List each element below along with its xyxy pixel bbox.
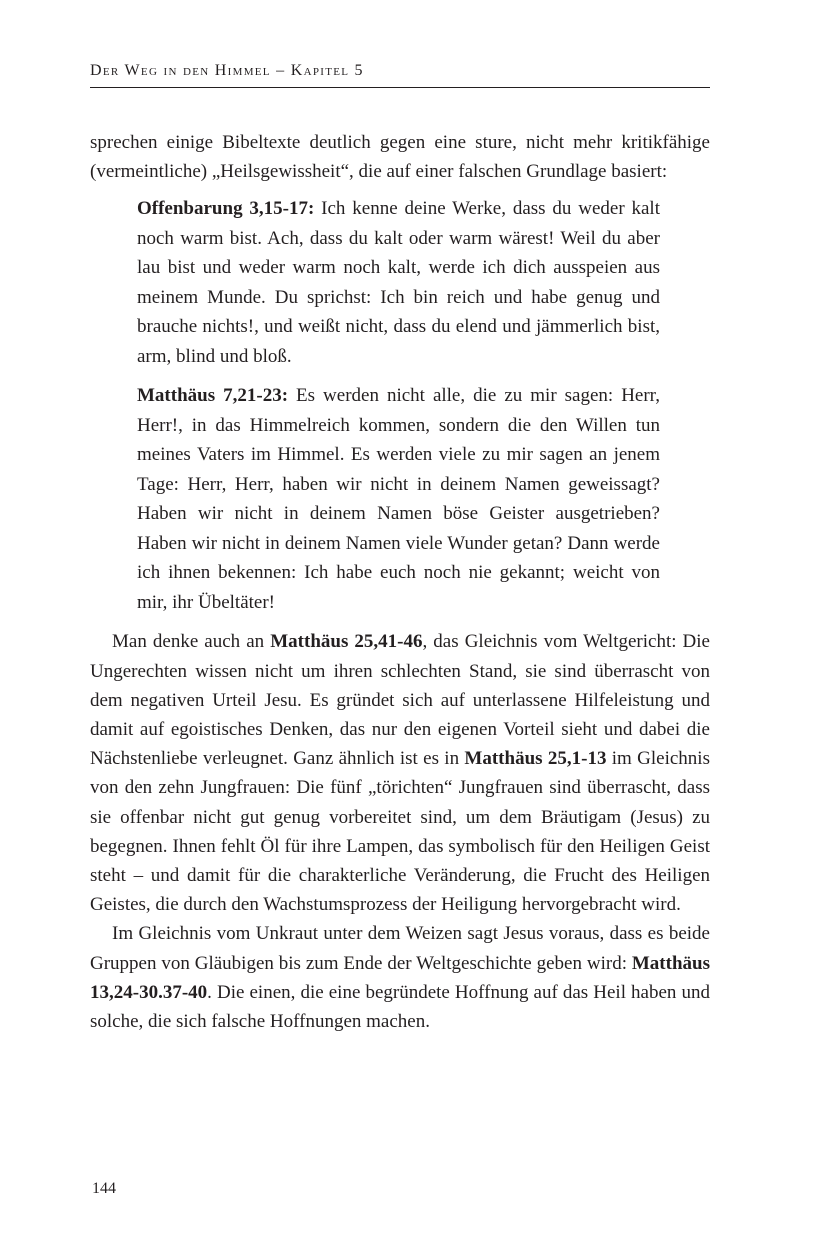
quote-reference: Matthäus 7,21-23: [137, 385, 289, 407]
body-text [90, 128, 710, 1036]
text-run: Man denke auch an [112, 631, 271, 653]
bible-reference: Matthäus 25,1-13 [464, 748, 607, 770]
text-run: . Die einen, die eine begründete Hoffnung auf das Heil haben und solche, die sich falsche Hoffnungen machen. [90, 981, 710, 1033]
quote-text: Ich kenne deine Werke, dass du weder kalt noch warm bist. Ach, dass du kalt oder warm wärest! Weil du aber lau bist und weder warm noch kalt, werde ich dich ausspeien aus meinem Munde. Du sprichst: Ich bin reich und habe genug und brauche nichts!, und weißt nicht, dass du elend und jämmerlich bist, arm, blind und bloß. [137, 198, 660, 367]
text-run: Im Gleichnis vom Unkraut unter dem Weizen sagt Jesus voraus, dass es beide Gruppen von Gläubigen bis zum Ende der Weltgeschichte geben wird: [90, 923, 710, 974]
running-head: Der Weg in den Himmel – Kapitel 5 [90, 62, 364, 79]
bible-reference: Matthäus 25,41-46 [270, 631, 423, 653]
book-page [90, 0, 710, 1240]
header-rule [90, 87, 710, 88]
quote-paragraph [137, 381, 660, 617]
page-number: 144 [92, 1180, 116, 1197]
text-run: im Gleichnis von den zehn Jungfrauen: Die fünf „törichten“ Jungfrauen sind überrascht, dass sie offenbar nicht gut genug vorbereitet sind, um dem Bräutigam (Jesus) zu begegnen. Ihnen fehlt Öl für ihre Lampen, das symbolisch für den Heiligen Geist steht – und damit für die charakterliche Veränderung, die Frucht des Heiligen Geistes, die durch den Wachstumsprozess der Heiligung hervorgebracht wird. [90, 748, 710, 916]
bible-quote-revelation [137, 194, 660, 371]
body-paragraph [90, 627, 710, 919]
quote-reference: Offenbarung 3,15-17: [137, 198, 315, 220]
bible-quote-matthew [137, 381, 660, 617]
quote-text: Es werden nicht alle, die zu mir sagen: Herr, Herr!, in das Himmelreich kommen, sondern die den Willen tun meines Vaters im Himmel. Es werden viele zu mir sagen an jenem Tage: Herr, Herr, haben wir nicht in deinem Namen geweissagt? Haben wir nicht in deinem Namen böse Geister ausgetrieben? Haben wir nicht in deinem Namen viele Wunder getan? Dann werde ich ihnen bekennen: Ich habe euch noch nie gekannt; weicht von mir, ihr Übeltäter! [137, 385, 660, 613]
bible-reference: Matthäus 13,24-30.37-40 [90, 952, 710, 1003]
body-paragraph [90, 919, 710, 1036]
text-run: , das Gleichnis vom Weltgericht: Die Ungerechten wissen nicht um ihren schlechten Stand, sie sind überrascht von dem negativen Urteil Jesu. Es gründet sich auf unterlassene Hilfeleistung und damit auf egoistisches Denken, das nur den eigenen Vorteil sieht und dabei die Nächstenliebe verleugnet. Ganz ähnlich ist es in [90, 631, 710, 770]
intro-paragraph: sprechen einige Bibeltexte deutlich gegen eine sture, nicht mehr kritikfähige (vermeintliche) „Heilsgewissheit“, die auf einer falschen Grundlage basiert: [90, 132, 710, 183]
quote-paragraph [137, 194, 660, 371]
